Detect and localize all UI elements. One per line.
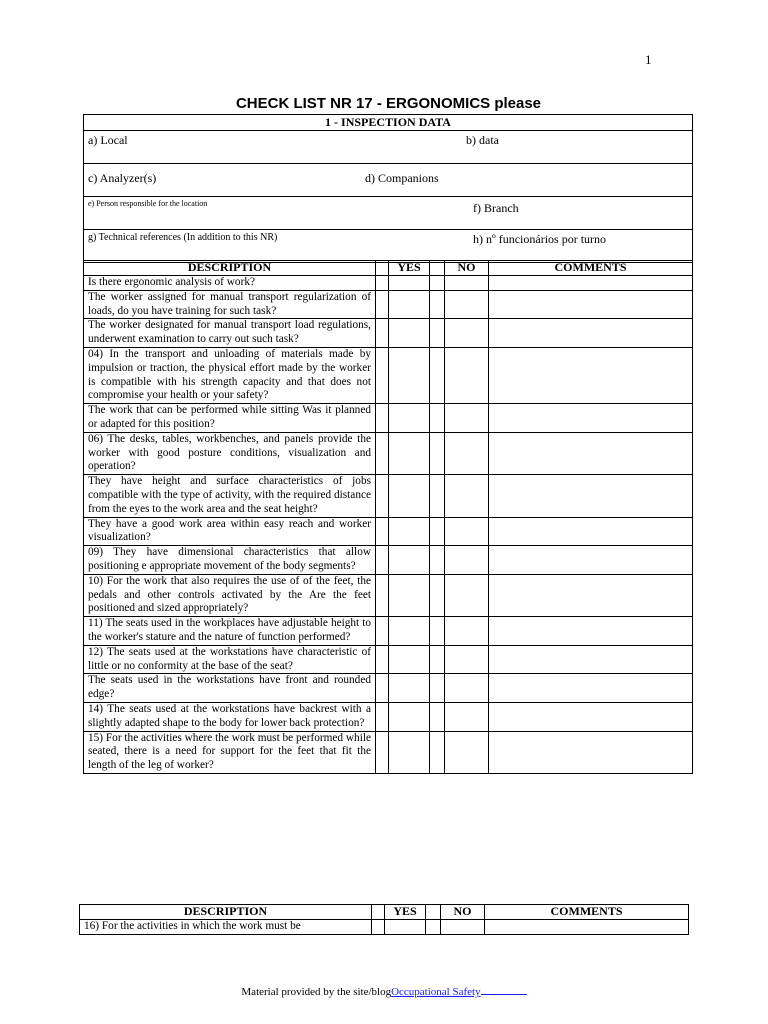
no-answer-cell[interactable]: [445, 290, 489, 319]
row-spacer: [376, 574, 389, 616]
yes-answer-cell[interactable]: [389, 319, 430, 348]
inspection-data-table: [83, 114, 693, 263]
checklist-continued-table: [79, 904, 689, 935]
row-spacer: [430, 432, 445, 474]
row-spacer: [430, 404, 445, 433]
no-answer-cell[interactable]: [445, 546, 489, 575]
question-text: The worker designated for manual transport load regulations, underwent examination to carry out such task?: [84, 319, 376, 348]
checklist-row: [84, 574, 693, 616]
comments-cell[interactable]: [489, 702, 693, 731]
row-spacer: [376, 276, 389, 291]
yes-answer-cell[interactable]: [389, 702, 430, 731]
row-spacer: [430, 475, 445, 517]
question-text: 06) The desks, tables, workbenches, and panels provide the worker with good posture conditions, visualization and operation?: [84, 432, 376, 474]
row-spacer: [376, 290, 389, 319]
inspection-header: 1 - INSPECTION DATA: [84, 115, 693, 131]
row-spacer: [376, 319, 389, 348]
column-header-no: NO: [441, 905, 485, 920]
row-spacer: [376, 546, 389, 575]
page-number: 1: [645, 52, 652, 67]
no-answer-cell[interactable]: [445, 517, 489, 546]
comments-cell[interactable]: [489, 674, 693, 703]
comments-cell[interactable]: [489, 645, 693, 674]
question-text: The work that can be performed while sitting Was it planned or adapted for this position?: [84, 404, 376, 433]
yes-answer-cell[interactable]: [389, 475, 430, 517]
column-spacer: [376, 261, 389, 276]
column-spacer: [426, 905, 441, 920]
yes-answer-cell[interactable]: [389, 347, 430, 403]
checklist-row: [84, 702, 693, 731]
comments-cell[interactable]: [489, 574, 693, 616]
yes-answer-cell[interactable]: [389, 546, 430, 575]
checklist-table: [83, 260, 693, 774]
yes-answer-cell[interactable]: [389, 404, 430, 433]
comments-cell[interactable]: [489, 319, 693, 348]
row-spacer: [430, 645, 445, 674]
question-text: 04) In the transport and unloading of materials made by impulsion or traction, the physical effort made by the worker is compatible with his strength capacity and that does not compromise your health or your safety?: [84, 347, 376, 403]
no-answer-cell[interactable]: [445, 347, 489, 403]
checklist-row: [84, 276, 693, 291]
field-companions[interactable]: d) Companions: [365, 171, 439, 185]
row-spacer: [376, 517, 389, 546]
no-answer-cell[interactable]: [445, 617, 489, 646]
column-header-yes: YES: [385, 905, 426, 920]
checklist-row: [84, 546, 693, 575]
question-text: 09) They have dimensional characteristics that allow positioning e appropriate movement of the body segments?: [84, 546, 376, 575]
checklist-row: [84, 319, 693, 348]
field-data[interactable]: b) data: [466, 133, 499, 147]
checklist-row: [84, 731, 693, 773]
question-text: 14) The seats used at the workstations have backrest with a slightly adapted shape to the body for lower back protection?: [84, 702, 376, 731]
no-answer-cell[interactable]: [445, 645, 489, 674]
checklist-row: [84, 617, 693, 646]
yes-answer-cell[interactable]: [389, 674, 430, 703]
field-technical-references[interactable]: g) Technical references (In addition to this NR): [88, 232, 278, 243]
checklist-row: [84, 517, 693, 546]
yes-answer-cell[interactable]: [389, 574, 430, 616]
comments-cell[interactable]: [489, 546, 693, 575]
checklist-row: [80, 920, 689, 935]
question-text: 11) The seats used in the workplaces have adjustable height to the worker's stature and the nature of function performed?: [84, 617, 376, 646]
checklist-row: [84, 475, 693, 517]
row-spacer: [376, 731, 389, 773]
no-answer-cell[interactable]: [445, 475, 489, 517]
column-header-no: NO: [445, 261, 489, 276]
row-spacer: [430, 702, 445, 731]
no-answer-cell[interactable]: [445, 702, 489, 731]
checklist-row: [84, 404, 693, 433]
footer-link-underline-pad: [481, 984, 527, 995]
row-spacer: [430, 347, 445, 403]
row-spacer: [376, 475, 389, 517]
comments-cell[interactable]: [489, 347, 693, 403]
comments-cell[interactable]: [489, 276, 693, 291]
inspection-row-analyzer: [84, 164, 693, 197]
no-answer-cell[interactable]: [445, 432, 489, 474]
row-spacer: [430, 617, 445, 646]
no-answer-cell[interactable]: [445, 276, 489, 291]
comments-cell[interactable]: [489, 475, 693, 517]
page-title: CHECK LIST NR 17 - ERGONOMICS please: [235, 95, 542, 112]
row-spacer: [430, 731, 445, 773]
checklist-row: [84, 290, 693, 319]
question-text: The worker assigned for manual transport regularization of loads, do you have training for such task?: [84, 290, 376, 319]
footer-link[interactable]: Occupational Safety: [391, 986, 481, 998]
inspection-row-references: [84, 230, 693, 263]
row-spacer: [376, 645, 389, 674]
field-employees-per-shift[interactable]: h) nº funcionários por turno: [473, 232, 607, 246]
yes-answer-cell[interactable]: [389, 290, 430, 319]
footer-text: Material provided by the site/blog: [241, 986, 392, 998]
no-answer-cell[interactable]: [441, 920, 485, 935]
footer: [0, 984, 768, 998]
checklist-row: [84, 347, 693, 403]
checklist-row: [84, 674, 693, 703]
column-spacer: [372, 905, 385, 920]
column-header-yes: YES: [389, 261, 430, 276]
row-spacer: [376, 347, 389, 403]
row-spacer: [372, 920, 385, 935]
column-header-comments: COMMENTS: [489, 261, 693, 276]
field-analyzer[interactable]: c) Analyzer(s): [88, 171, 157, 185]
checklist-row: [84, 432, 693, 474]
row-spacer: [430, 546, 445, 575]
yes-answer-cell[interactable]: [389, 276, 430, 291]
question-text: 12) The seats used at the workstations have characteristic of little or no conformity at the base of the seat?: [84, 645, 376, 674]
yes-answer-cell[interactable]: [389, 645, 430, 674]
question-text: 15) For the activities where the work must be performed while seated, there is a need for support for the feet that fit the length of the leg of worker?: [84, 731, 376, 773]
row-spacer: [376, 674, 389, 703]
column-spacer: [430, 261, 445, 276]
comments-cell[interactable]: [489, 517, 693, 546]
field-person-responsible[interactable]: e) Person responsible for the location: [88, 199, 208, 208]
yes-answer-cell[interactable]: [389, 432, 430, 474]
row-spacer: [376, 702, 389, 731]
comments-cell[interactable]: [489, 731, 693, 773]
column-header-comments: COMMENTS: [485, 905, 689, 920]
question-text: They have a good work area within easy reach and worker visualization?: [84, 517, 376, 546]
row-spacer: [376, 404, 389, 433]
comments-cell[interactable]: [485, 920, 689, 935]
checklist-row: [84, 645, 693, 674]
no-answer-cell[interactable]: [445, 404, 489, 433]
comments-cell[interactable]: [489, 404, 693, 433]
row-spacer: [376, 432, 389, 474]
no-answer-cell[interactable]: [445, 574, 489, 616]
column-header-description: DESCRIPTION: [84, 261, 376, 276]
inspection-row-responsible: [84, 197, 693, 230]
row-spacer: [376, 617, 389, 646]
no-answer-cell[interactable]: [445, 731, 489, 773]
yes-answer-cell[interactable]: [385, 920, 426, 935]
row-spacer: [430, 674, 445, 703]
field-branch[interactable]: f) Branch: [473, 201, 519, 215]
comments-cell[interactable]: [489, 290, 693, 319]
row-spacer: [430, 517, 445, 546]
inspection-row-local-data: [84, 131, 693, 164]
row-spacer: [430, 276, 445, 291]
yes-answer-cell[interactable]: [389, 731, 430, 773]
question-text: Is there ergonomic analysis of work?: [84, 276, 376, 291]
yes-answer-cell[interactable]: [389, 517, 430, 546]
row-spacer: [426, 920, 441, 935]
field-local[interactable]: a) Local: [88, 133, 128, 147]
row-spacer: [430, 319, 445, 348]
question-text: 10) For the work that also requires the use of of the feet, the pedals and other controls activated by the Are the feet positioned and sized appropriately?: [84, 574, 376, 616]
yes-answer-cell[interactable]: [389, 617, 430, 646]
question-text: 16) For the activities in which the work must be: [80, 920, 372, 935]
no-answer-cell[interactable]: [445, 674, 489, 703]
row-spacer: [430, 290, 445, 319]
column-header-description: DESCRIPTION: [80, 905, 372, 920]
question-text: The seats used in the workstations have front and rounded edge?: [84, 674, 376, 703]
comments-cell[interactable]: [489, 432, 693, 474]
question-text: They have height and surface characteristics of jobs compatible with the type of activity, with the required distance from the eyes to the work area and the seat height?: [84, 475, 376, 517]
comments-cell[interactable]: [489, 617, 693, 646]
row-spacer: [430, 574, 445, 616]
no-answer-cell[interactable]: [445, 319, 489, 348]
